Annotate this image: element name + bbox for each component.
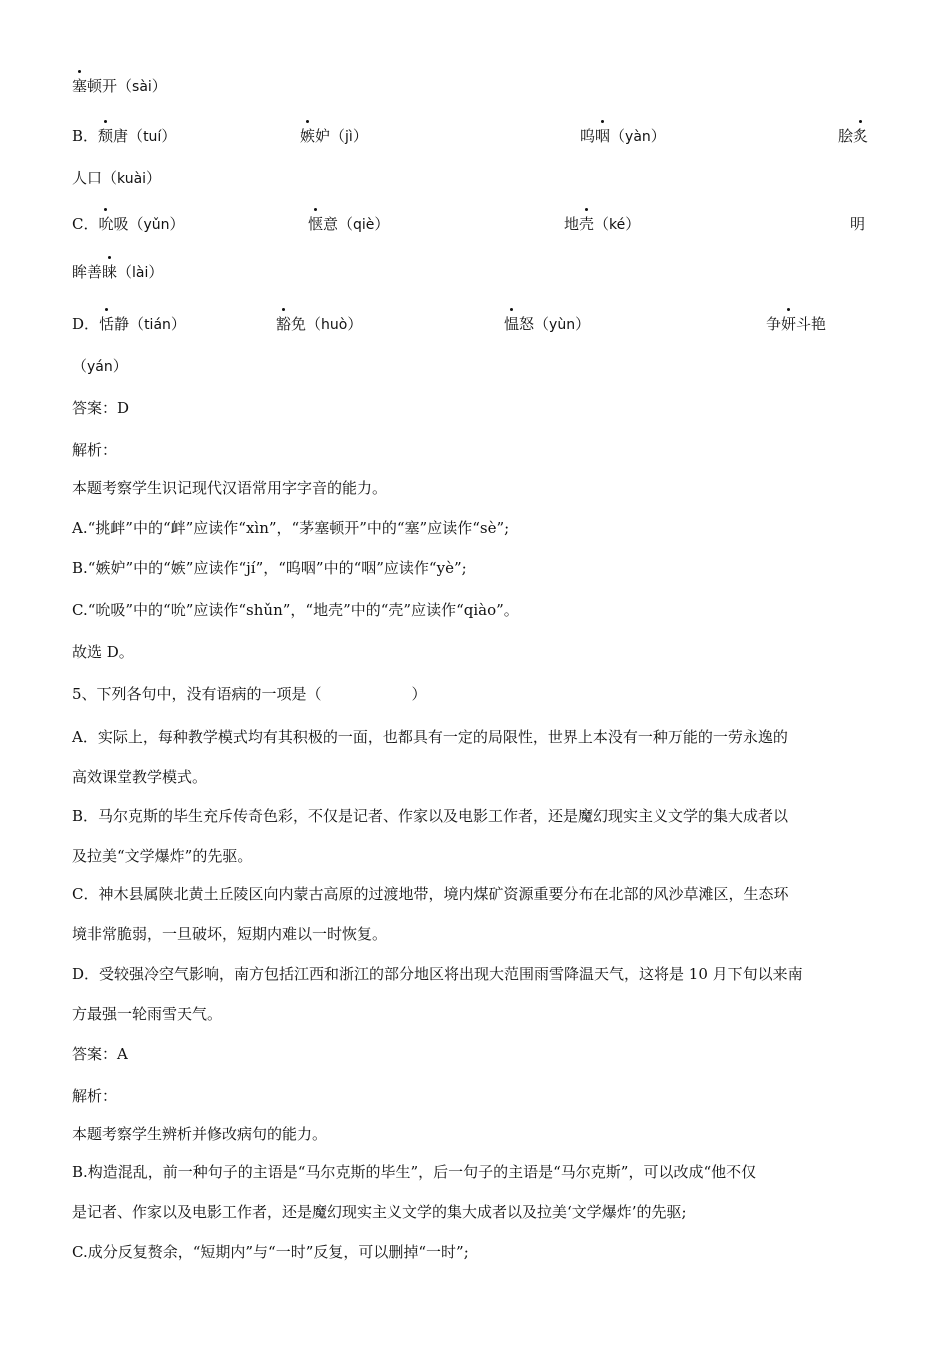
q5-stem: 5、下列各句中，没有语病的一项是（ ） [72,685,427,703]
q5-answer: 答案：A [72,1045,128,1063]
q4-answer: 答案：D [72,399,130,417]
q5-option-line: 高效课堂教学模式。 [72,768,208,786]
q5-analysis-line: 是记者、作家以及电影工作者，还是魔幻现实主义文学的集大成者以及拉美‘文学爆炸’的先驱; [72,1203,687,1221]
option-c-item: C．吮吸（yǔn） [72,215,185,233]
option-b-item: 脍炙 [838,127,869,145]
q4-analysis-line: 本题考察学生识记现代汉语常用字字音的能力。 [72,479,388,497]
q5-analysis-line: 本题考察学生辨析并修改病句的能力。 [72,1125,328,1143]
option-a-tail: 塞顿开（sài） [72,77,167,95]
q4-analysis-label: 解析： [72,441,118,459]
q5-option-line: D．受较强冷空气影响，南方包括江西和浙江的部分地区将出现大范围雨雪降温天气，这将是 10 月下旬以来南 [72,965,803,983]
option-d-item: 愠怒（yùn） [504,315,591,333]
option-c-tail: 眸善睐（lài） [72,263,164,281]
option-d-item: D．恬静（tián） [72,315,186,333]
option-b-item: 嫉妒（jì） [300,127,368,145]
q4-analysis-line: B.“嫉妒”中的“嫉”应读作“jí”，“呜咽”中的“咽”应读作“yè”; [72,559,467,577]
q5-option-line: 及拉美“文学爆炸”的先驱。 [72,847,253,865]
q5-option-line: 境非常脆弱，一旦破坏，短期内难以一时恢复。 [72,925,388,943]
option-c-item: 地壳（ké） [564,215,641,233]
q5-analysis-label: 解析： [72,1087,118,1105]
option-c-item: 惬意（qiè） [308,215,390,233]
q5-option-line: B．马尔克斯的毕生充斥传奇色彩，不仅是记者、作家以及电影工作者，还是魔幻现实主义文学的集大成者以 [72,807,789,825]
option-d-item: 争妍斗艳 [766,315,827,333]
q5-analysis-line: B.构造混乱，前一种句子的主语是“马尔克斯的毕生”，后一句子的主语是“马尔克斯”，可以改成“他不仅 [72,1163,757,1181]
q4-analysis-line: A.“挑衅”中的“衅”应读作“xìn”，“茅塞顿开”中的“塞”应读作“sè”; [72,519,510,537]
option-b-tail: 人口（kuài） [72,169,162,187]
q5-option-line: 方最强一轮雨雪天气。 [72,1005,223,1023]
q5-option-line: A．实际上，每种教学模式均有其积极的一面，也都具有一定的局限性，世界上本没有一种万能的一劳永逸的 [72,728,788,746]
option-b-item: B．颓唐（tuí） [72,127,177,145]
option-d-item: 豁免（huò） [276,315,363,333]
option-c-item: 明 [850,215,866,233]
option-d-tail: （yán） [72,357,128,375]
q4-conclusion: 故选 D。 [72,643,134,661]
q5-analysis-line: C.成分反复赘余，“短期内”与“一时”反复，可以删掉“一时”; [72,1243,469,1261]
option-b-item: 呜咽（yàn） [580,127,666,145]
q4-analysis-line: C.“吮吸”中的“吮”应读作“shǔn”，“地壳”中的“壳”应读作“qiào”。 [72,601,519,619]
q5-option-line: C．神木县属陕北黄土丘陵区向内蒙古高原的过渡地带，境内煤矿资源重要分布在北部的风沙草滩区，生态环 [72,885,789,903]
